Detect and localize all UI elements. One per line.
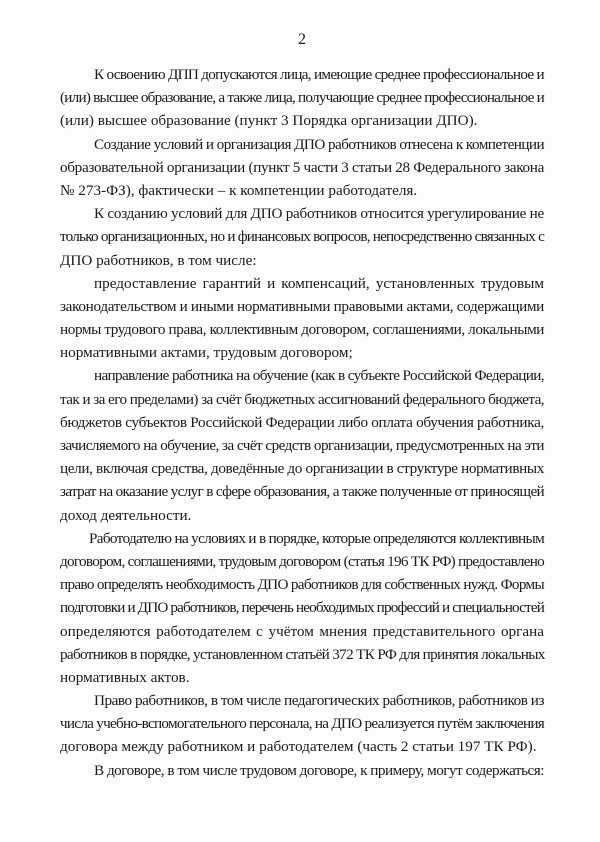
text-line: подготовки и ДПО работников, перечень необходимых профессий и специальностей	[60, 599, 545, 617]
paragraph	[60, 272, 544, 365]
text-line: затрат на оказание услуг в сфере образования, а также полученные от приносящей	[60, 483, 544, 501]
text-line: доход деятельности.	[60, 506, 192, 524]
text-line: бюджетов субъектов Российской Федерации либо оплата обучения работника,	[60, 413, 544, 431]
text-line: ДПО работников, в том числе:	[60, 251, 257, 269]
paragraph	[60, 364, 544, 526]
text-line: зачисляемого на обучение, за счёт средств организации, предусмотренных на эти	[60, 437, 545, 454]
text-line: В договоре, в том числе трудовом договоре, к примеру, могут содержаться:	[94, 761, 544, 779]
text-line: договором, соглашениями, трудовым договором (статья 196 ТК РФ) предоставлено	[60, 552, 544, 570]
paragraph	[60, 202, 544, 272]
text-line: только организационных, но и финансовых вопросов, непосредственно связанных с	[60, 228, 545, 246]
paragraph	[60, 133, 544, 203]
page-number: 2	[298, 31, 306, 48]
text-line: право определять необходимость ДПО работников для собственных нужд. Формы	[60, 576, 544, 594]
paragraph	[60, 689, 544, 759]
paragraph	[60, 63, 544, 133]
document-body	[60, 63, 544, 782]
paragraph	[60, 527, 544, 689]
text-line: К освоению ДПП допускаются лица, имеющие среднее профессиональное и	[94, 66, 544, 83]
text-line: цели, включая средства, доведённые до организации в структуре нормативных	[60, 460, 544, 478]
text-line: нормативных актов.	[60, 668, 190, 686]
text-line: так и за его пределами) за счёт бюджетных ассигнований федерального бюджета,	[60, 390, 544, 408]
text-line: определяются работодателем с учётом мнения представительного органа	[60, 622, 544, 640]
text-line: Работодателю на условиях и в порядке, которые определяются коллективным	[89, 529, 545, 547]
text-line: договора между работником и работодателем (часть 2 статьи 197 ТК РФ).	[60, 738, 537, 756]
text-line: Создание условий и организация ДПО работников отнесена к компетенции	[94, 135, 545, 153]
text-line: числа учебно-вспомогательного персонала, на ДПО реализуется путём заключения	[60, 715, 544, 733]
text-line: работников в порядке, установленном статьёй 372 ТК РФ для принятия локальных	[60, 645, 545, 663]
text-line: К созданию условий для ДПО работников относится урегулирование не	[94, 205, 545, 223]
text-line: образовательной организации (пункт 5 части 3 статьи 28 Федерального закона	[60, 158, 545, 176]
text-line: (или) высшее образование (пункт 3 Порядка организации ДПО).	[60, 112, 478, 130]
text-line: нормы трудового права, коллективным договором, соглашениями, локальными	[60, 321, 545, 339]
paragraph	[60, 759, 544, 782]
text-line: направление работника на обучение (как в субъекте Российской Федерации,	[94, 367, 544, 385]
text-line: № 273-ФЗ), фактически – к компетенции работодателя.	[60, 181, 418, 199]
text-line: законодательством и иными нормативными правовыми актами, содержащими	[60, 297, 544, 315]
text-line: нормативными актами, трудовым договором;	[60, 344, 353, 362]
text-line: (или) высшее образование, а также лица, получающие среднее профессиональное и	[60, 89, 544, 107]
text-line: Право работников, в том числе педагогических работников, работников из	[94, 692, 544, 710]
text-line: предоставление гарантий и компенсаций, установленных трудовым	[94, 274, 544, 292]
